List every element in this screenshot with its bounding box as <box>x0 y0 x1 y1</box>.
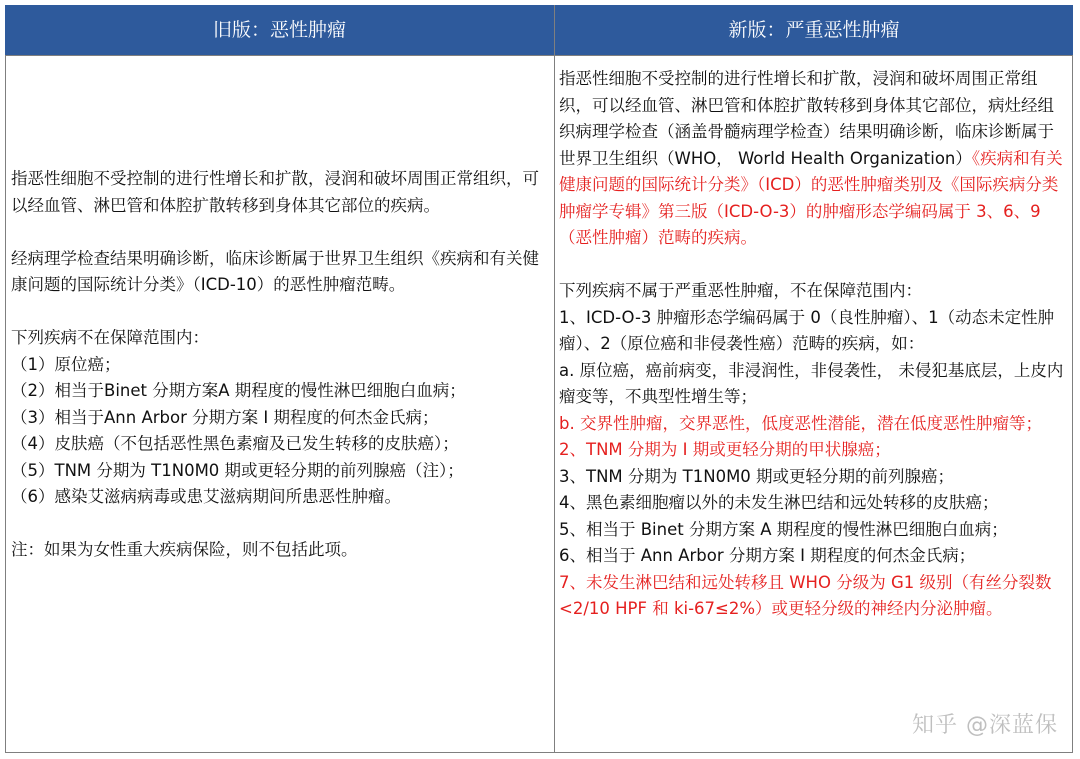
new-version-column <box>559 66 1069 623</box>
old-exclusion-item: （3）相当于Ann Arbor 分期方案 I 期程度的何杰金氏病； <box>11 407 439 427</box>
new-exclusion-item-6: 6、相当于 Ann Arbor 分期方案 I 期程度的何杰金氏病； <box>559 546 976 565</box>
old-exclusion-item: （6）感染艾滋病病毒或患艾滋病期间所患恶性肿瘤。 <box>11 487 401 506</box>
new-exclusion-item-1: 1、ICD-O-3 肿瘤形态学编码属于 0（良性肿瘤）、1（动态未定性肿瘤）、2（原位癌和非侵袭性癌）范畴的疾病，如： <box>559 307 1055 353</box>
old-exclusion-item: （1）原位癌； <box>11 354 121 374</box>
new-definition-highlight: 《疾病和有关健康问题的国际统计分类》（ICD）的恶性肿瘤类别及《国际疾病分类肿瘤学专辑》第三版（ICD-O-3）的肿瘤形态学编码属于 3、6、9（恶性肿瘤）范畴的疾病。 <box>559 148 1063 247</box>
old-version-column <box>11 166 549 564</box>
column-divider <box>554 5 555 753</box>
new-definition <box>559 66 1069 252</box>
old-exclusion-item: （4）皮肤癌（不包括恶性黑色素瘤及已发生转移的皮肤癌）； <box>11 434 459 453</box>
new-definition-text: 指恶性细胞不受控制的进行性增长和扩散，浸润和破坏周围正常组织，可以经血管、淋巴管和体腔扩散转移到身体其它部位，病灶经组织病理学检查（涵盖骨髓病理学检查）结果明确诊断，临床诊断属于世界卫生组织（WHO， World Health Organization） <box>559 69 1054 168</box>
header-old-version: 旧版：恶性肿瘤 <box>5 5 554 55</box>
old-exclusion-intro: 下列疾病不在保障范围内： <box>11 328 209 347</box>
header-new-version: 新版：严重恶性肿瘤 <box>555 5 1073 55</box>
old-definition: 指恶性细胞不受控制的进行性增长和扩散，浸润和破坏周围正常组织，可以经血管、淋巴管和体腔扩散转移到身体其它部位的疾病。 <box>11 169 539 215</box>
old-exclusion-item: （5）TNM 分期为 T1N0M0 期或更轻分期的前列腺癌（注）； <box>11 460 464 480</box>
new-exclusion-item-1a: a. 原位癌，癌前病变，非浸润性，非侵袭性， 未侵犯基底层，上皮内瘤变等，不典型性增生等； <box>559 360 1064 406</box>
new-exclusion-item-1b: b. 交界性肿瘤，交界恶性，低度恶性潜能，潜在低度恶性肿瘤等； <box>559 413 1042 433</box>
new-exclusion-item-4: 4、黑色素细胞瘤以外的未发生淋巴结和远处转移的皮肤癌； <box>559 493 999 512</box>
new-exclusion-intro: 下列疾病不属于严重恶性肿瘤，不在保障范围内： <box>559 281 922 300</box>
old-note: 注：如果为女性重大疾病保险，则不包括此项。 <box>11 540 358 559</box>
new-exclusion-item-2: 2、TNM 分期为 I 期或更轻分期的甲状腺癌； <box>559 440 891 459</box>
old-exclusion-item: （2）相当于Binet 分期方案A 期程度的慢性淋巴细胞白血病； <box>11 381 466 400</box>
new-exclusion-item-3: 3、TNM 分期为 T1N0M0 期或更轻分期的前列腺癌； <box>559 466 955 486</box>
old-diagnosis: 经病理学检查结果明确诊断，临床诊断属于世界卫生组织《疾病和有关健康问题的国际统计分类》（ICD-10）的恶性肿瘤范畴。 <box>11 248 539 294</box>
zhihu-watermark: 知乎 @深蓝保 <box>912 713 1058 738</box>
new-exclusion-item-7: 7、未发生淋巴结和远处转移且 WHO 分级为 G1 级别（有丝分裂数<2/10 HPF 和 ki-67≤2%）或更轻分级的神经内分泌肿瘤。 <box>559 572 1052 618</box>
header-divider <box>5 55 1073 56</box>
new-exclusion-item-5: 5、相当于 Binet 分期方案 A 期程度的慢性淋巴细胞白血病； <box>559 519 1008 539</box>
